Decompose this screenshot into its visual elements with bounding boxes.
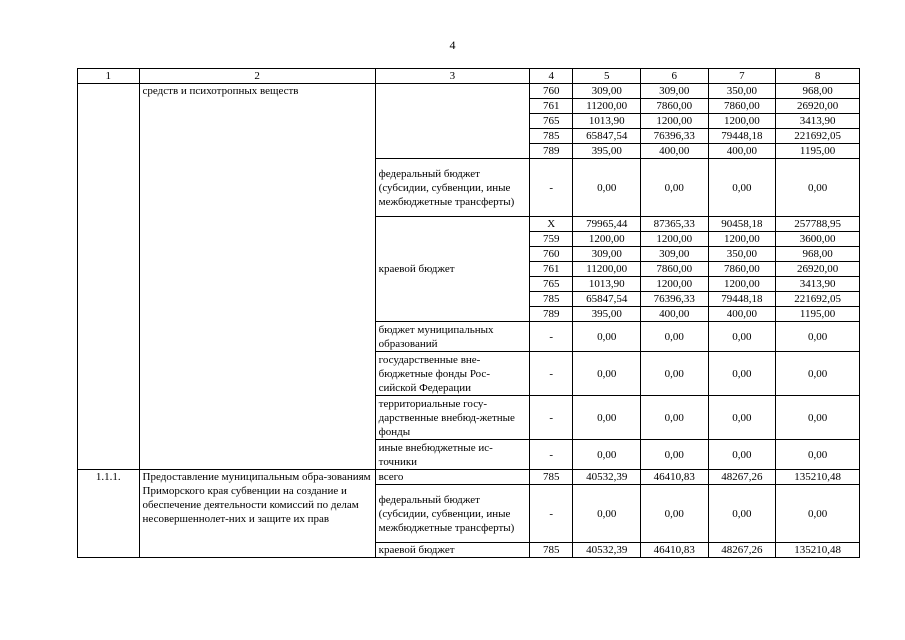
- amount-cell: 65847,54: [573, 292, 641, 307]
- amount-cell: 400,00: [708, 144, 776, 159]
- table-row: [78, 470, 860, 485]
- amount-cell: 7860,00: [641, 99, 709, 114]
- amount-cell: 0,00: [641, 159, 709, 217]
- row-index-cell: 1.1.1.: [78, 470, 140, 558]
- funding-source-total: всего: [375, 470, 529, 485]
- amount-cell: 221692,05: [776, 129, 860, 144]
- funding-source-federal: федеральный бюджет (субсидии, субвенции, иные межбюджетные трансферты): [375, 485, 529, 543]
- amount-cell: 1013,90: [573, 277, 641, 292]
- page-number: 4: [449, 38, 456, 52]
- budget-code-cell: 760: [530, 247, 573, 262]
- amount-cell: 7860,00: [641, 262, 709, 277]
- amount-cell: 7860,00: [708, 99, 776, 114]
- amount-cell: 76396,33: [641, 292, 709, 307]
- budget-code-cell: 785: [530, 292, 573, 307]
- amount-cell: 1200,00: [708, 277, 776, 292]
- amount-cell: 309,00: [641, 247, 709, 262]
- amount-cell: 26920,00: [776, 262, 860, 277]
- amount-cell: 46410,83: [641, 543, 709, 558]
- amount-cell: 0,00: [776, 352, 860, 396]
- amount-cell: 968,00: [776, 84, 860, 99]
- amount-cell: 79965,44: [573, 217, 641, 232]
- amount-cell: 46410,83: [641, 470, 709, 485]
- amount-cell: 0,00: [776, 322, 860, 352]
- budget-code-cell: 785: [530, 543, 573, 558]
- amount-cell: 0,00: [708, 322, 776, 352]
- table-body: [78, 69, 860, 558]
- amount-cell: 40532,39: [573, 543, 641, 558]
- amount-cell: 11200,00: [573, 99, 641, 114]
- budget-code-cell: 760: [530, 84, 573, 99]
- amount-cell: 968,00: [776, 247, 860, 262]
- amount-cell: 1200,00: [573, 232, 641, 247]
- row-index-cell: [78, 84, 140, 470]
- amount-cell: 40532,39: [573, 470, 641, 485]
- amount-cell: 0,00: [708, 485, 776, 543]
- column-header: 7: [708, 69, 776, 84]
- header-row: [78, 69, 860, 84]
- budget-code-cell: 765: [530, 277, 573, 292]
- amount-cell: 76396,33: [641, 129, 709, 144]
- amount-cell: 400,00: [641, 307, 709, 322]
- amount-cell: 1195,00: [776, 144, 860, 159]
- budget-code-cell: 765: [530, 114, 573, 129]
- amount-cell: 11200,00: [573, 262, 641, 277]
- amount-cell: 0,00: [708, 440, 776, 470]
- amount-cell: 7860,00: [708, 262, 776, 277]
- budget-code-cell: 761: [530, 262, 573, 277]
- column-header: 6: [641, 69, 709, 84]
- budget-code-cell: 789: [530, 144, 573, 159]
- amount-cell: 395,00: [573, 144, 641, 159]
- budget-code-cell: 785: [530, 129, 573, 144]
- column-header: 4: [530, 69, 573, 84]
- amount-cell: 1200,00: [641, 232, 709, 247]
- budget-code-cell: X: [530, 217, 573, 232]
- budget-code-cell: 789: [530, 307, 573, 322]
- amount-cell: 0,00: [573, 159, 641, 217]
- amount-cell: 0,00: [708, 396, 776, 440]
- funding-source-other: государственные вне-бюджетные фонды Рос-сийской Федерации: [375, 352, 529, 396]
- amount-cell: 0,00: [573, 396, 641, 440]
- budget-code-cell: -: [530, 440, 573, 470]
- amount-cell: 0,00: [776, 485, 860, 543]
- funding-source-other: территориальные госу-дарственные внебюд-жетные фонды: [375, 396, 529, 440]
- measure-name: Предоставление муниципальным обра-зованиям Приморского края субвенции на создание и обеспечение деятельности комиссий по делам несовершеннолет-них и защите их прав: [139, 470, 375, 558]
- amount-cell: 79448,18: [708, 292, 776, 307]
- amount-cell: 0,00: [573, 440, 641, 470]
- amount-cell: 3600,00: [776, 232, 860, 247]
- amount-cell: 395,00: [573, 307, 641, 322]
- amount-cell: 0,00: [641, 396, 709, 440]
- funding-source-other: бюджет муниципальных образований: [375, 322, 529, 352]
- amount-cell: 309,00: [641, 84, 709, 99]
- amount-cell: 135210,48: [776, 470, 860, 485]
- amount-cell: 1200,00: [708, 114, 776, 129]
- amount-cell: 350,00: [708, 247, 776, 262]
- amount-cell: 0,00: [641, 322, 709, 352]
- amount-cell: 400,00: [641, 144, 709, 159]
- funding-source-cell: [375, 84, 529, 159]
- budget-code-cell: -: [530, 485, 573, 543]
- amount-cell: 48267,26: [708, 543, 776, 558]
- amount-cell: 1195,00: [776, 307, 860, 322]
- amount-cell: 0,00: [641, 440, 709, 470]
- amount-cell: 65847,54: [573, 129, 641, 144]
- amount-cell: 221692,05: [776, 292, 860, 307]
- amount-cell: 0,00: [573, 485, 641, 543]
- funding-source-other: иные внебюджетные ис-точники: [375, 440, 529, 470]
- budget-code-cell: 761: [530, 99, 573, 114]
- amount-cell: 26920,00: [776, 99, 860, 114]
- amount-cell: 1200,00: [641, 277, 709, 292]
- budget-code-cell: -: [530, 396, 573, 440]
- amount-cell: 0,00: [641, 485, 709, 543]
- amount-cell: 1200,00: [641, 114, 709, 129]
- table-row: [78, 84, 860, 99]
- amount-cell: 350,00: [708, 84, 776, 99]
- amount-cell: 1200,00: [708, 232, 776, 247]
- amount-cell: 400,00: [708, 307, 776, 322]
- amount-cell: 0,00: [708, 159, 776, 217]
- column-header: 8: [776, 69, 860, 84]
- amount-cell: 3413,90: [776, 277, 860, 292]
- column-header: 5: [573, 69, 641, 84]
- amount-cell: 309,00: [573, 84, 641, 99]
- funding-source-federal: федеральный бюджет (субсидии, субвенции, иные межбюджетные трансферты): [375, 159, 529, 217]
- measure-name: средств и психотропных веществ: [139, 84, 375, 470]
- amount-cell: 0,00: [776, 159, 860, 217]
- column-header: 2: [139, 69, 375, 84]
- amount-cell: 257788,95: [776, 217, 860, 232]
- budget-table: [77, 68, 860, 558]
- amount-cell: 0,00: [776, 396, 860, 440]
- column-header: 3: [375, 69, 529, 84]
- amount-cell: 0,00: [708, 352, 776, 396]
- amount-cell: 0,00: [776, 440, 860, 470]
- funding-source-regional: краевой бюджет: [375, 543, 529, 558]
- budget-code-cell: 759: [530, 232, 573, 247]
- budget-code-cell: -: [530, 159, 573, 217]
- budget-code-cell: -: [530, 322, 573, 352]
- amount-cell: 0,00: [641, 352, 709, 396]
- amount-cell: 0,00: [573, 322, 641, 352]
- amount-cell: 309,00: [573, 247, 641, 262]
- funding-source-regional: краевой бюджет: [375, 217, 529, 322]
- amount-cell: 90458,18: [708, 217, 776, 232]
- amount-cell: 87365,33: [641, 217, 709, 232]
- amount-cell: 0,00: [573, 352, 641, 396]
- budget-code-cell: 785: [530, 470, 573, 485]
- amount-cell: 3413,90: [776, 114, 860, 129]
- amount-cell: 1013,90: [573, 114, 641, 129]
- amount-cell: 79448,18: [708, 129, 776, 144]
- amount-cell: 135210,48: [776, 543, 860, 558]
- budget-code-cell: -: [530, 352, 573, 396]
- column-header: 1: [78, 69, 140, 84]
- amount-cell: 48267,26: [708, 470, 776, 485]
